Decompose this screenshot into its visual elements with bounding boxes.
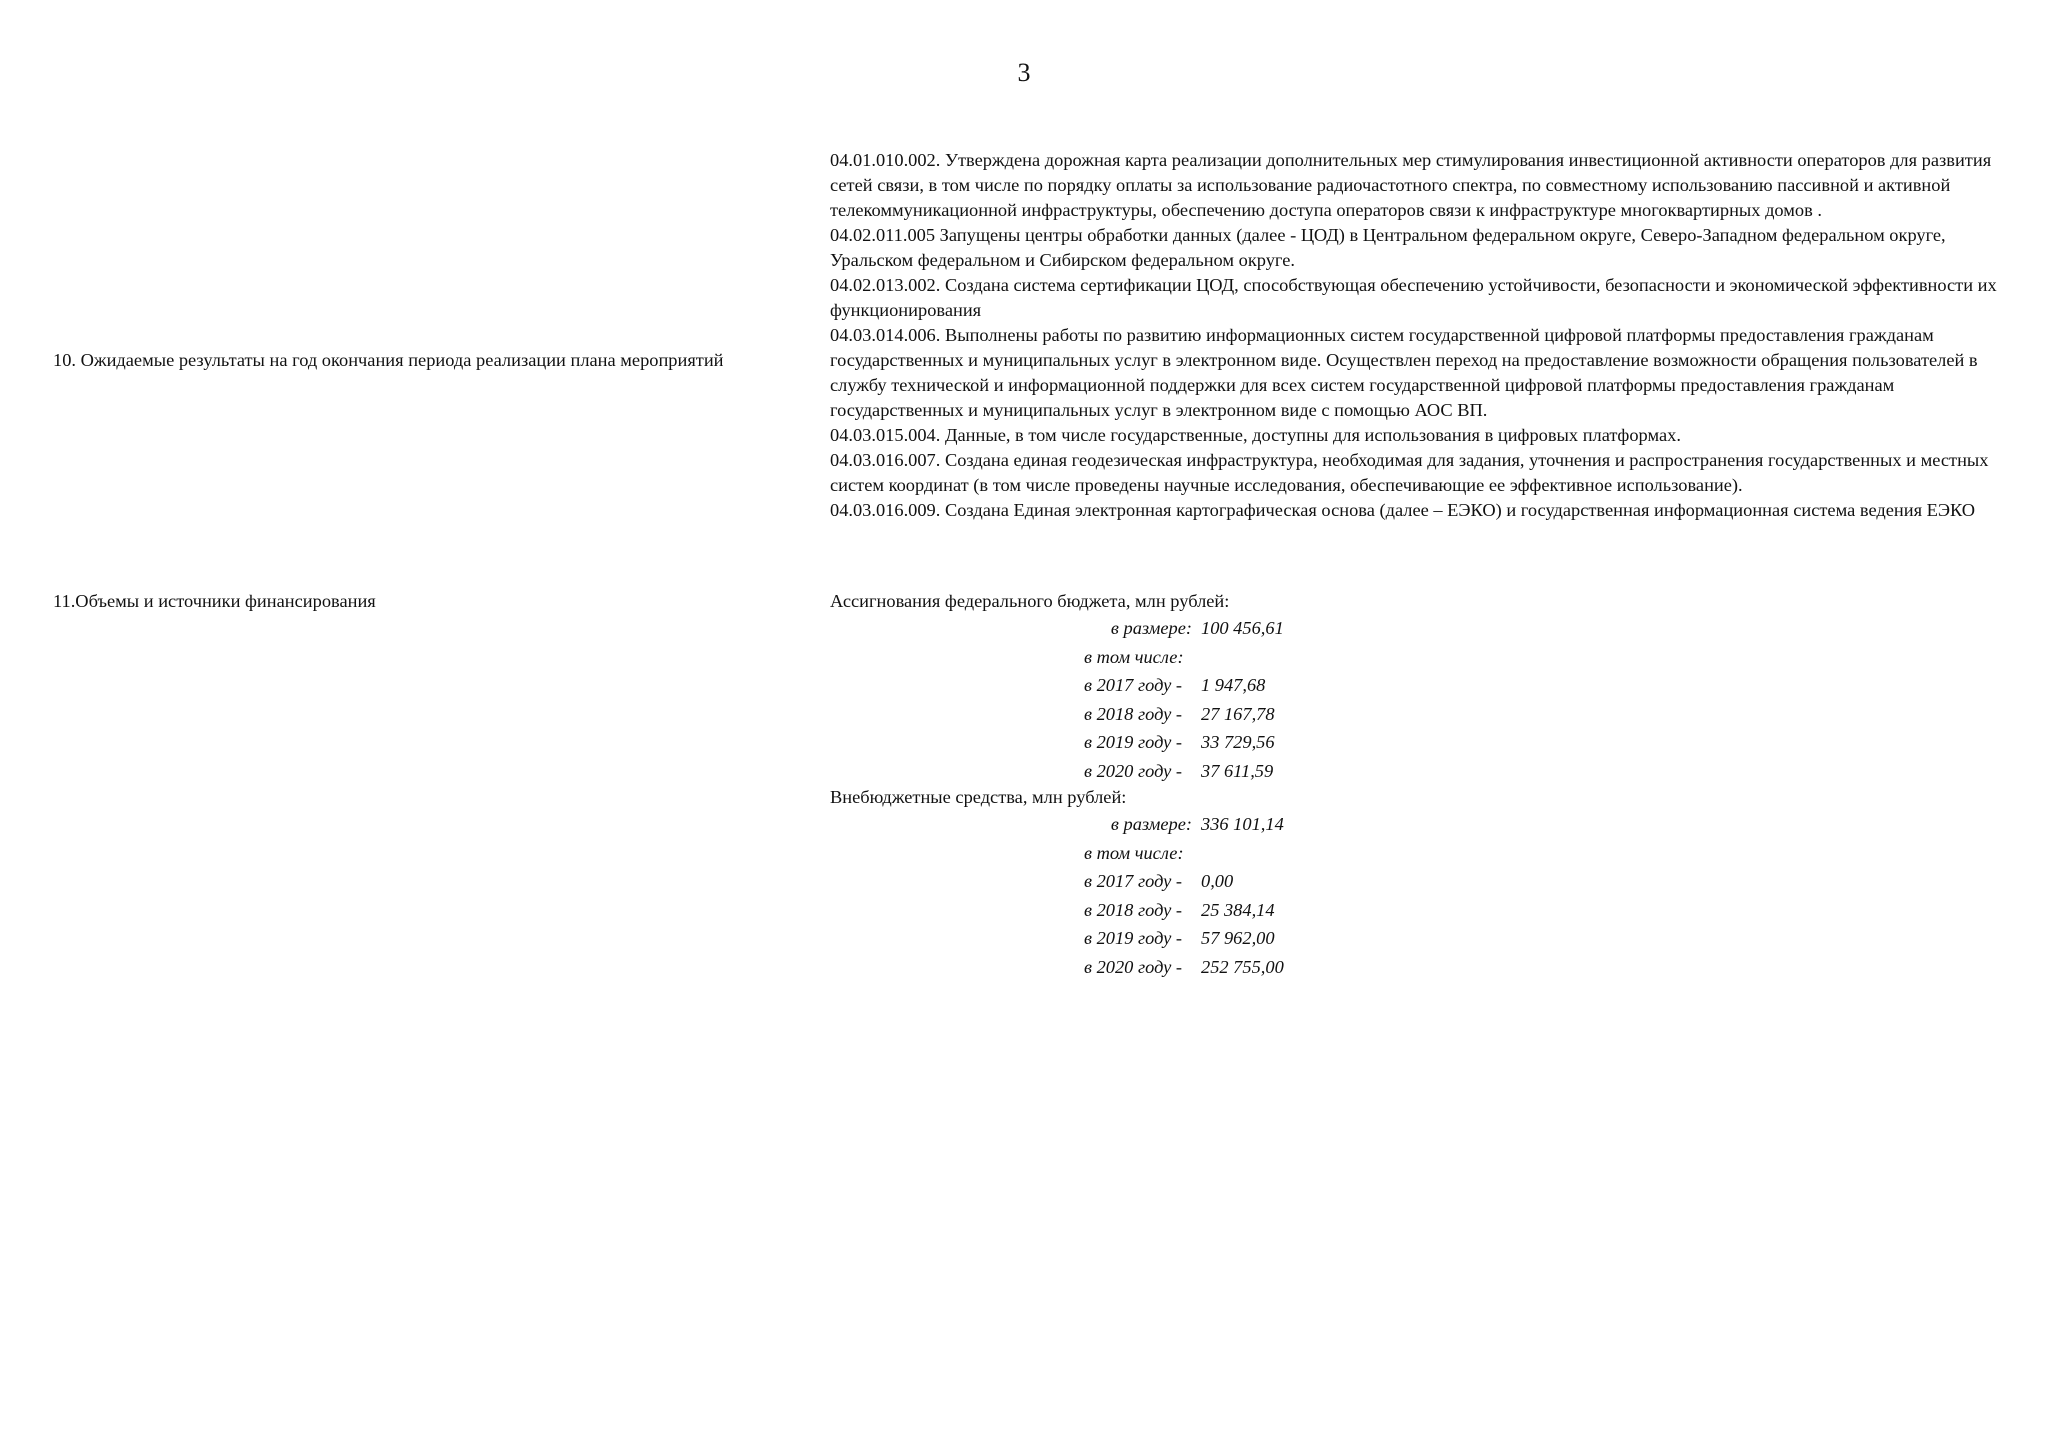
extrabudgetary-year-row [830,924,2010,953]
extrabudgetary-year-value: 252 755,00 [1201,956,1284,977]
extrabudgetary-year-row [830,953,2010,982]
extrabudgetary-including-label: в том числе: [1084,842,1184,863]
federal-year-label: в 2018 году - [1084,703,1183,724]
result-item: 04.02.013.002. Создана система сертификации ЦОД, способствующая обеспечению устойчивости, безопасности и экономической эффективности их функционирования [830,275,1997,320]
federal-year-label: в 2017 году - [1084,675,1183,695]
federal-year-label: в 2020 году - [1084,760,1183,781]
extrabudgetary-year-label: в 2019 году - [1084,928,1183,948]
federal-total-row [830,614,2010,643]
page-number: 3 [1017,58,1031,87]
extrabudgetary-year-row [830,867,2010,896]
result-item: 04.02.011.005 Запущены центры обработки данных (далее - ЦОД) в Центральном федеральном округе, Северо-Западном федеральном округе, Уральском федеральном и Сибирском федеральном округе. [830,225,1946,270]
extrabudgetary-including-row [830,839,2010,868]
extrabudgetary-year-value: 25 384,14 [1201,899,1275,920]
extrabudgetary-total-value: 336 101,14 [1201,814,1284,834]
federal-year-row [830,728,2010,757]
federal-total-value: 100 456,61 [1201,618,1284,638]
federal-year-row [830,700,2010,729]
extrabudgetary-year-label: в 2018 году - [1084,899,1183,920]
federal-budget-heading: Ассигнования федерального бюджета, млн рублей: [830,591,1230,611]
federal-year-value: 33 729,56 [1201,732,1275,752]
extrabudgetary-year-label: в 2017 году - [1084,871,1183,891]
federal-year-value: 1 947,68 [1201,675,1266,695]
federal-including-row [830,643,2010,672]
extrabudgetary-total-label: в размере: [1110,814,1192,834]
federal-budget-group [830,589,2010,785]
results-section-label: 10. Ожидаемые результаты на год окончания периода реализации плана мероприятий [53,350,724,370]
result-item: 04.03.016.007. Создана единая геодезическая инфраструктура, необходимая для задания, уточнения и распространения государственных и местных систем координат (в том числе проведены научные исследования, обеспечивающие ее эффективное использование). [830,450,1989,495]
extrabudgetary-year-row [830,896,2010,925]
extrabudgetary-year-value: 0,00 [1201,871,1234,891]
federal-year-label: в 2019 году - [1084,732,1183,752]
results-list [830,148,2010,523]
extrabudgetary-group [830,785,2010,981]
federal-year-value: 27 167,78 [1201,703,1275,724]
result-item: 04.01.010.002. Утверждена дорожная карта реализации дополнительных мер стимулирования инвестиционной активности операторов для развития сетей связи, в том числе по порядку оплаты за использование радиочастотного спектра, по совместному использованию пассивной и активной телекоммуникационной инфраструктуры, обеспечению доступа операторов связи к инфраструктуре многоквартирных домов . [830,150,1992,220]
extrabudgetary-total-row [830,810,2010,839]
federal-year-row [830,757,2010,786]
result-item: 04.03.014.006. Выполнены работы по развитию информационных систем государственной цифровой платформы предоставления гражданам государственных и муниципальных услуг в электронном виде. Осуществлен переход на предоставление возможности обращения пользователей в службу технической и информационной поддержки для всех систем государственной цифровой платформы предоставления гражданам государственных и муниципальных услуг в электронном виде с помощью АОС ВП. [830,325,1978,420]
extrabudgetary-heading: Внебюджетные средства, млн рублей: [830,787,1127,807]
federal-total-label: в размере: [1110,618,1192,638]
extrabudgetary-year-label: в 2020 году - [1084,956,1183,977]
federal-including-label: в том числе: [1084,646,1184,667]
result-item: 04.03.015.004. Данные, в том числе государственные, доступны для использования в цифровых платформах. [830,425,1681,445]
funding-block [830,589,2010,981]
extrabudgetary-year-value: 57 962,00 [1201,928,1275,948]
federal-year-row [830,671,2010,700]
result-item: 04.03.016.009. Создана Единая электронная картографическая основа (далее – ЕЭКО) и государственная информационная система ведения ЕЭКО [830,500,1976,520]
federal-year-value: 37 611,59 [1201,760,1274,781]
funding-section-label: 11.Объемы и источники финансирования [53,591,376,611]
